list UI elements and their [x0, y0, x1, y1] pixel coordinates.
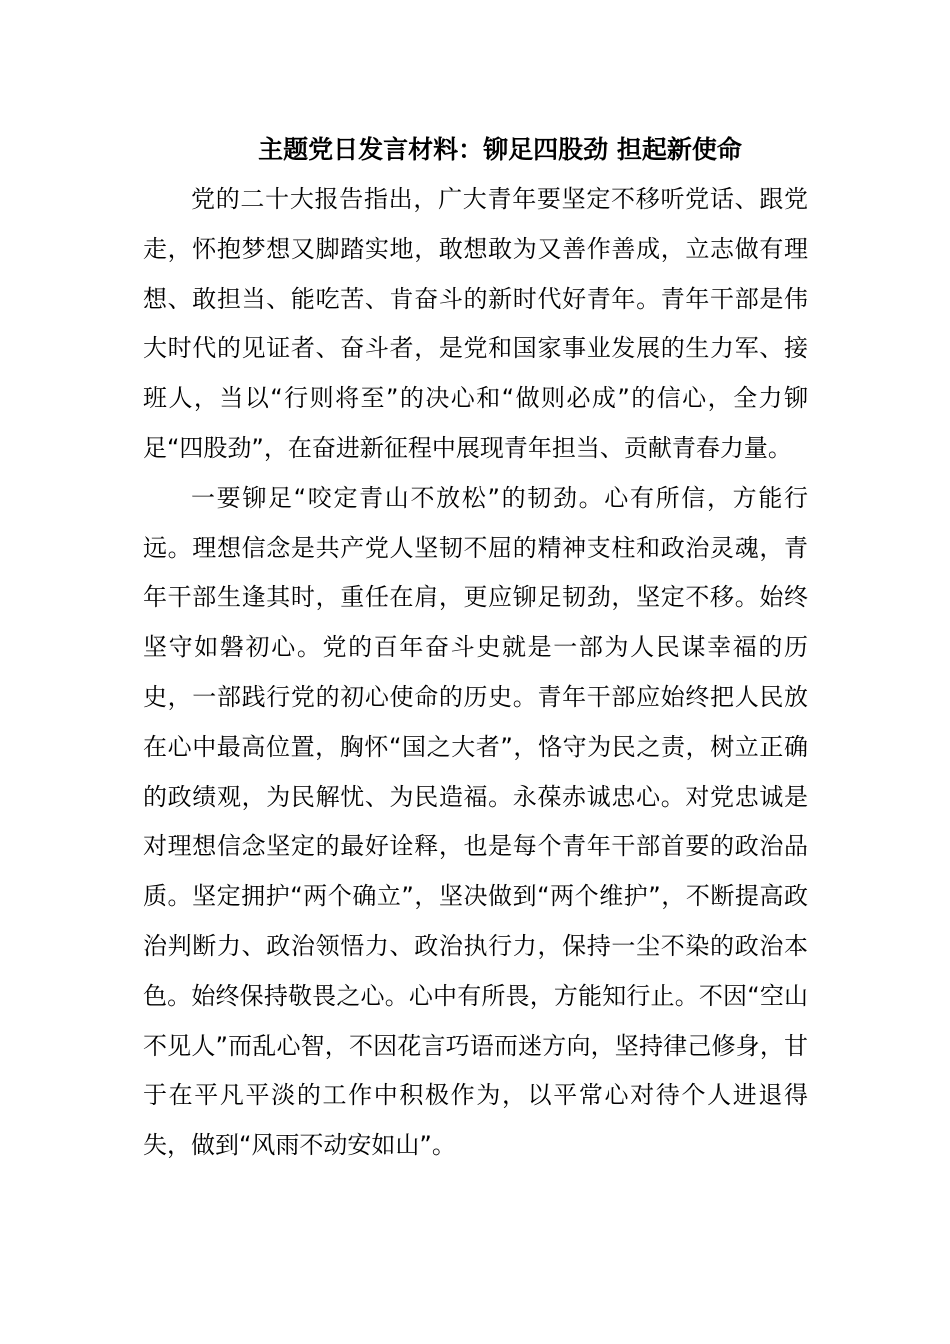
document-body — [143, 175, 808, 1171]
paragraph-intro: 党的二十大报告指出，广大青年要坚定不移听党话、跟党走，怀抱梦想又脚踏实地，敢想敢为又善作善成，立志做有理想、敢担当、能吃苦、肯奋斗的新时代好青年。青年干部是伟大时代的见证者、奋斗者，是党和国家事业发展的生力军、接班人，当以“行则将至”的决心和“做则必成”的信心，全力铆足“四股劲”，在奋进新征程中展现青年担当、贡献青春力量。 — [143, 185, 808, 462]
paragraph-first-point: 一要铆足“咬定青山不放松”的韧劲。心有所信，方能行远。理想信念是共产党人坚韧不屈的精神支柱和政治灵魂，青年干部生逢其时，重任在肩，更应铆足韧劲，坚定不移。始终坚守如磐初心。党的百年奋斗史就是一部为人民谋幸福的历史，一部践行党的初心使命的历史。青年干部应始终把人民放在心中最高位置，胸怀“国之大者”，恪守为民之责，树立正确的政绩观，为民解忧、为民造福。永葆赤诚忠心。对党忠诚是对理想信念坚定的最好诠释，也是每个青年干部首要的政治品质。坚定拥护“两个确立”，坚决做到“两个维护”，不断提高政治判断力、政治领悟力、政治执行力，保持一尘不染的政治本色。始终保持敬畏之心。心中有所畏，方能知行止。不因“空山不见人”而乱心智，不因花言巧语而迷方向，坚持律己修身，甘于在平凡平淡的工作中积极作为，以平常心对待个人进退得失，做到“风雨不动安如山”。 — [143, 483, 808, 1160]
document-title: 主题党日发言材料：铆足四股劲 担起新使命 — [258, 135, 742, 164]
